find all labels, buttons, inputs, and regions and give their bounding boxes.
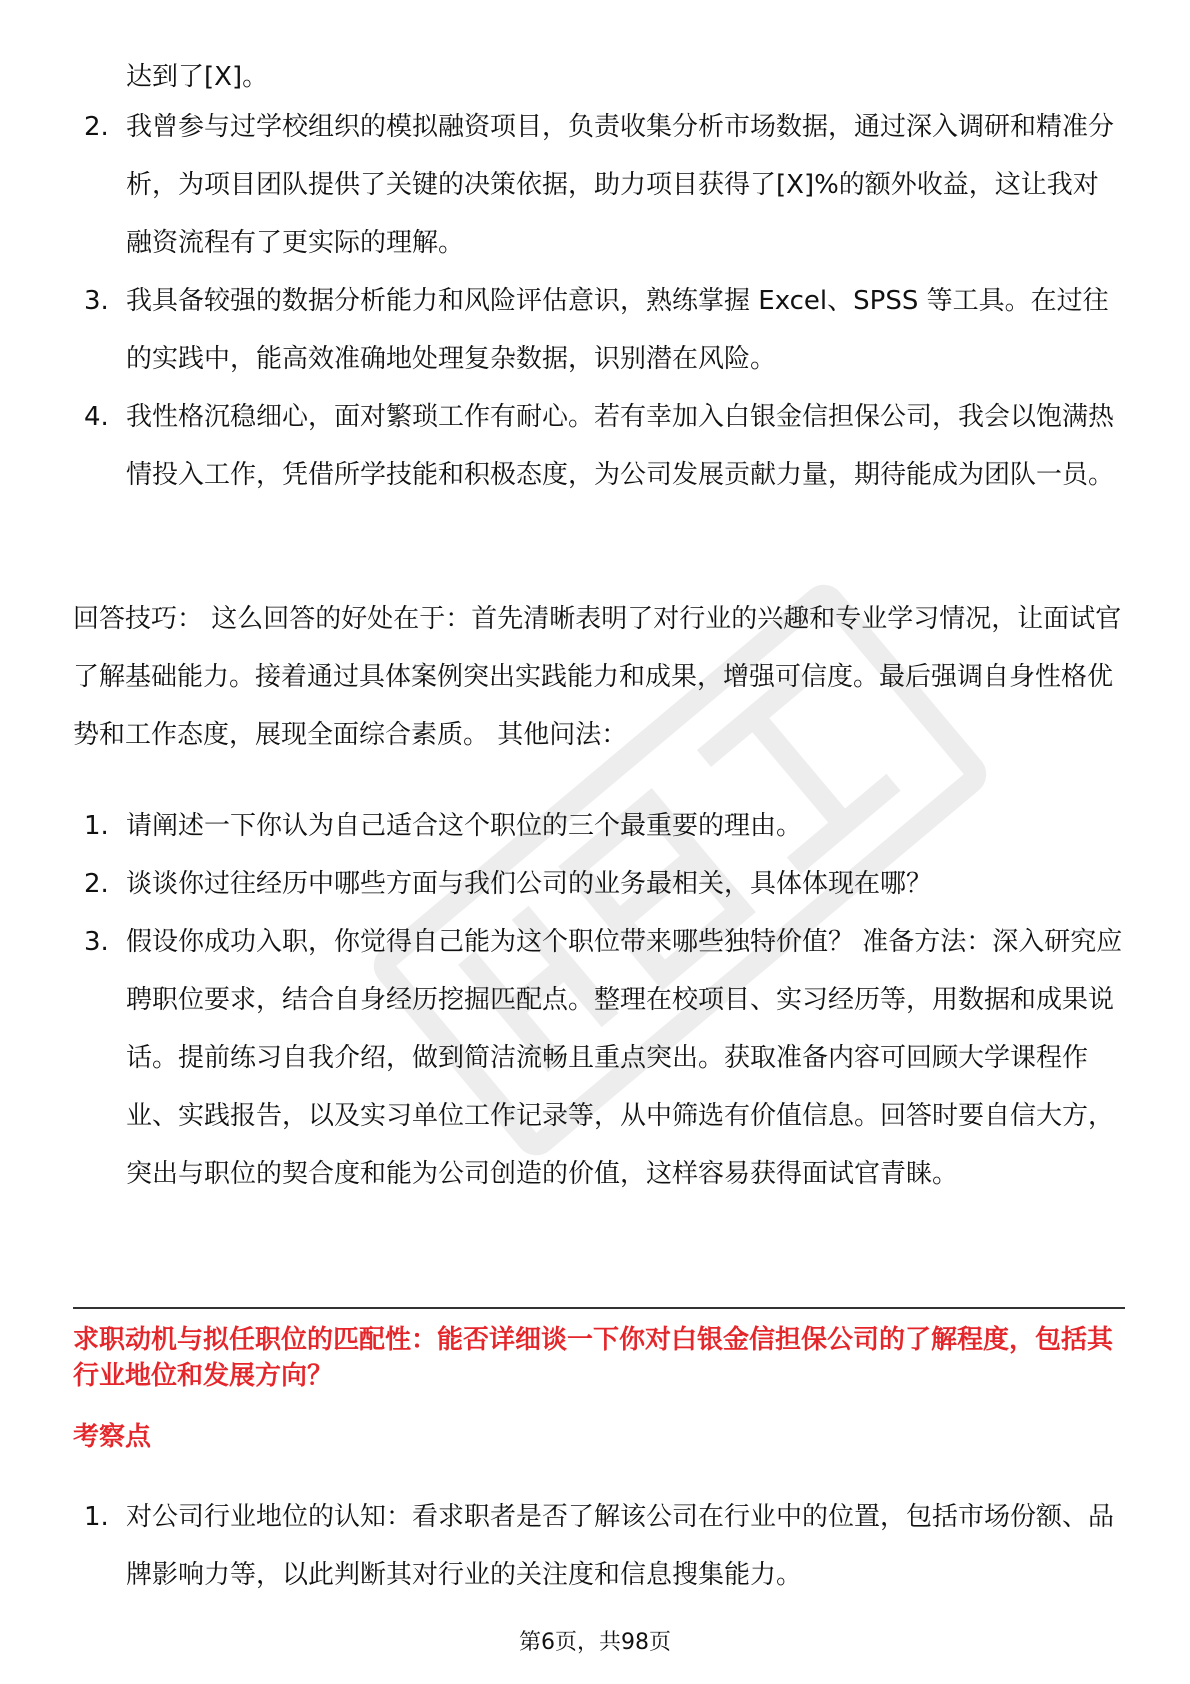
list-item-text: 我性格沉稳细心，面对繁琐工作有耐心。若有幸加入白银金信担保公司，我会以饱满热情投入工作，凭借所学技能和积极态度，为公司发展贡献力量，期待能成为团队一员。 (126, 402, 1115, 490)
list-item (0, 98, 1124, 272)
list-item-number: 3. (84, 927, 109, 957)
list-item-text: 请阐述一下你认为自己适合这个职位的三个最重要的理由。 (126, 811, 803, 841)
list-item-text: 谈谈你过往经历中哪些方面与我们公司的业务最相关，具体体现在哪？ (126, 869, 933, 899)
list-item-number: 3. (84, 286, 109, 316)
list-item-text: 我曾参与过学校组织的模拟融资项目，负责收集分析市场数据，通过深入调研和精准分析，为项目团队提供了关键的决策依据，助力项目获得了[X]%的额外收益，这让我对融资流程有了更实际的理解。 (126, 112, 1115, 258)
list-item-text: 我具备较强的数据分析能力和风险评估意识，熟练掌握 Excel、SPSS 等工具。在过往的实践中，能高效准确地处理复杂数据，识别潜在风险。 (126, 286, 1109, 374)
section-heading: 考察点 (73, 1422, 152, 1452)
question-heading: 求职动机与拟任职位的匹配性：能否详细谈一下你对白银金信担保公司的了解程度，包括其行业地位和发展方向？ (73, 1325, 1114, 1391)
list-item (0, 388, 1124, 504)
list-item-number: 1. (84, 1502, 109, 1532)
alternative-questions-list (0, 797, 1124, 1203)
list-item (0, 913, 1124, 1203)
list-item-number: 2. (84, 869, 109, 899)
list-item-number: 1. (84, 811, 109, 841)
list-item-text: 对公司行业地位的认知：看求职者是否了解该公司在行业中的位置，包括市场份额、品牌影响力等，以此判断其对行业的关注度和信息搜集能力。 (126, 1502, 1115, 1590)
numbered-list (0, 98, 1124, 504)
list-item (0, 855, 1124, 913)
list-item-text: 假设你成功入职，你觉得自己能为这个职位带来哪些独特价值？ 准备方法：深入研究应聘职位要求，结合自身经历挖掘匹配点。整理在校项目、实习经历等，用数据和成果说话。提前练习自我介绍，做到简洁流畅且重点突出。获取准备内容可回顾大学课程作业、实践报告，以及实习单位工作记录等，从中筛选有价值信息。回答时要自信大方，突出与职位的契合度和能为公司创造的价值，这样容易获得面试官青睐。 (126, 927, 1123, 1189)
list-item (0, 1488, 1124, 1604)
list-item (0, 272, 1124, 388)
continuation-text: 达到了[X]。 (126, 62, 269, 92)
section-divider (73, 1307, 1125, 1309)
list-item-number: 2. (84, 112, 109, 142)
list-item-number: 4. (84, 402, 109, 432)
page-number: 第6页，共98页 (519, 1630, 671, 1655)
list-item (0, 797, 1124, 855)
assessment-points-list (0, 1488, 1124, 1604)
answer-tips-paragraph: 回答技巧： 这么回答的好处在于：首先清晰表明了对行业的兴趣和专业学习情况，让面试官了解基础能力。接着通过具体案例突出实践能力和成果，增强可信度。最后强调自身性格优势和工作态度，展现全面综合素质。 其他问法： (73, 604, 1122, 750)
